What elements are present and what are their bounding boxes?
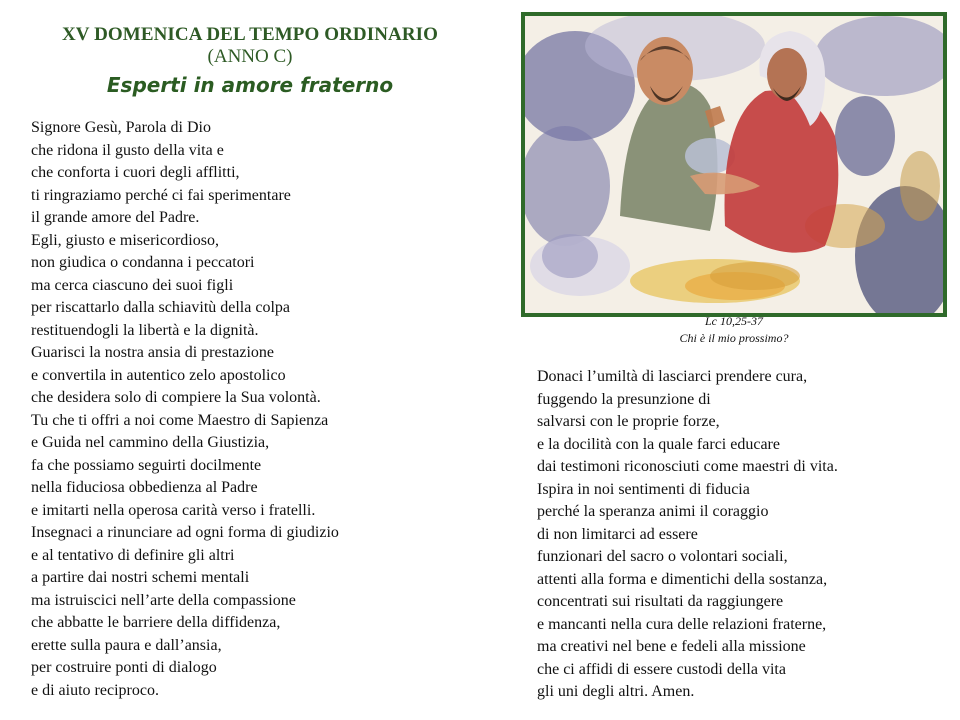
prayer-line: ma cerca ciascuno dei suoi figli	[31, 276, 234, 294]
prayer-line: che desidera solo di compiere la Sua volontà.	[31, 389, 321, 406]
prayer-line: ti ringraziamo perché ci fai sperimentare	[31, 186, 291, 204]
prayer-column-left	[31, 117, 339, 702]
prayer-line: e al tentativo di definire gli altri	[31, 546, 235, 564]
prayer-line: attenti alla forma e dimentichi della sostanza,	[537, 570, 828, 588]
prayer-line: concentrati sui risultati da raggiungere	[537, 593, 784, 610]
prayer-line: non giudica o condanna i peccatori	[31, 254, 255, 271]
prayer-line: nella fiduciosa obbedienza al Padre	[31, 479, 258, 496]
liturgical-year: (ANNO C)	[207, 46, 293, 67]
prayer-line: e imitarti nella operosa carità verso i fratelli.	[31, 501, 316, 519]
prayer-line: e convertila in autentico zelo apostolico	[31, 366, 286, 384]
prayer-line: salvarsi con le proprie forze,	[537, 413, 720, 430]
prayer-column-right	[537, 366, 838, 704]
prayer-line: Insegnaci a rinunciare ad ogni forma di giudizio	[31, 524, 339, 541]
prayer-line: e di aiuto reciproco.	[31, 681, 159, 699]
prayer-line: Donaci l’umiltà di lasciarci prendere cura,	[537, 368, 808, 385]
prayer-line: dai testimoni riconosciuti come maestri di vita.	[537, 458, 838, 475]
prayer-line: Egli, giusto e misericordioso,	[31, 231, 219, 249]
prayer-line: che abbatte le barriere della diffidenza,	[31, 614, 281, 631]
page-theme: Esperti in amore fraterno	[106, 73, 394, 97]
prayer-line: gli uni degli altri. Amen.	[537, 683, 695, 700]
page-title: XV DOMENICA DEL TEMPO ORDINARIO	[61, 24, 439, 45]
prayer-line: Tu che ti offri a noi come Maestro di Sapienza	[31, 411, 329, 429]
page-header	[0, 24, 500, 100]
prayer-line: il grande amore del Padre.	[31, 209, 200, 226]
prayer-line: che conforta i cuori degli afflitti,	[31, 164, 240, 181]
prayer-line: per riscattarlo dalla schiavitù della colpa	[31, 299, 290, 316]
illustration-frame	[521, 12, 947, 317]
illustration-caption: Chi è il mio prossimo?	[679, 331, 789, 345]
prayer-line: e Guida nel cammino della Giustizia,	[31, 434, 270, 451]
prayer-line: fuggendo la presunzione di	[537, 390, 711, 408]
prayer-line: e mancanti nella cura delle relazioni fraterne,	[537, 615, 827, 633]
prayer-line: per costruire ponti di dialogo	[31, 659, 217, 676]
prayer-line: erette sulla paura e dall’ansia,	[31, 636, 222, 654]
prayer-line: che ridona il gusto della vita e	[31, 141, 224, 159]
prayer-line: che ci affidi di essere custodi della vita	[537, 660, 786, 678]
prayer-line: restituendogli la libertà e la dignità.	[31, 321, 259, 339]
prayer-line: ma istruiscici nell’arte della compassione	[31, 591, 296, 609]
scripture-reference: Lc 10,25-37	[705, 314, 763, 328]
prayer-line: ma creativi nel bene e fedeli alla missione	[537, 638, 806, 655]
prayer-line: Ispira in noi sentimenti di fiducia	[537, 480, 750, 498]
prayer-line: a partire dai nostri schemi mentali	[31, 569, 250, 586]
prayer-line: perché la speranza animi il coraggio	[537, 503, 769, 520]
prayer-line: e la docilità con la quale farci educare	[537, 435, 780, 453]
prayer-line: Guarisci la nostra ansia di prestazione	[31, 344, 275, 361]
prayer-line: di non limitarci ad essere	[537, 525, 698, 543]
prayer-line: Signore Gesù, Parola di Dio	[31, 119, 211, 136]
prayer-line: fa che possiamo seguirti docilmente	[31, 456, 262, 474]
good-samaritan-watercolor-icon	[525, 16, 943, 313]
prayer-line: funzionari del sacro o volontari sociali,	[537, 548, 788, 565]
